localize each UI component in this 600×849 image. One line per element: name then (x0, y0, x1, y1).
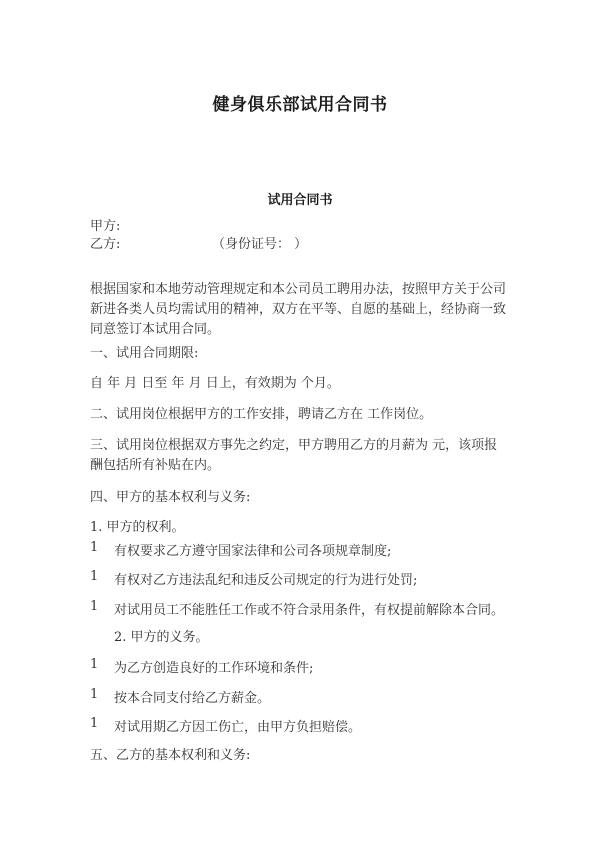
party-a-label: 甲方: (90, 219, 121, 234)
contract-subtitle: 试用合同书 (267, 193, 333, 208)
list-item-number: 1 (90, 569, 99, 584)
section-one-heading: 一、试用合同期限: (90, 346, 199, 361)
list-item: 对试用员工不能胜任工作或不符合录用条件，有权提前解除本合同。 (114, 603, 505, 618)
list-item-number: 1 (90, 716, 99, 731)
document-title: 健身俱乐部试用合同书 (212, 95, 388, 115)
contract-period-text: 自 年 月 日至 年 月 日上，有效期为 个月。 (90, 376, 340, 391)
section-four-heading: 四、甲方的基本权利与义务: (90, 490, 251, 505)
id-number-label: （身份证号： ） (212, 237, 308, 252)
list-item: 为乙方创造良好的工作环境和条件; (114, 661, 314, 676)
party-b-label: 乙方: (90, 237, 121, 252)
section-five-heading: 五、乙方的基本权利和义务: (90, 748, 251, 763)
preamble-paragraph: 根据国家和本地劳动管理规定和本公司员工聘用办法，按照甲方关于公司新进各类人员均需试用的精神，双方在平等、自愿的基础上，经协商一致同意签订本试用合同。 (90, 282, 507, 337)
section-three-text: 三、试用岗位根据双方事先之约定，甲方聘用乙方的月薪为 元，该项报酬包括所有补贴在内。 (90, 438, 498, 473)
party-a-rights-heading: 1. 甲方的权利。 (90, 520, 185, 535)
list-item-number: 1 (90, 657, 99, 672)
party-a-duties-heading: 2. 甲方的义务。 (114, 630, 209, 645)
section-two-text: 二、试用岗位根据甲方的工作安排，聘请乙方在 工作岗位。 (90, 407, 433, 422)
list-item-number: 1 (90, 687, 99, 702)
list-item-number: 1 (90, 540, 99, 555)
list-item: 有权要求乙方遵守国家法律和公司各项规章制度; (114, 544, 392, 559)
list-item: 对试用期乙方因工伤亡，由甲方负担赔偿。 (114, 720, 362, 735)
list-item: 有权对乙方违法乱纪和违反公司规定的行为进行处罚; (114, 573, 418, 588)
list-item-number: 1 (90, 599, 99, 614)
list-item: 按本合同支付给乙方薪金。 (114, 691, 271, 706)
